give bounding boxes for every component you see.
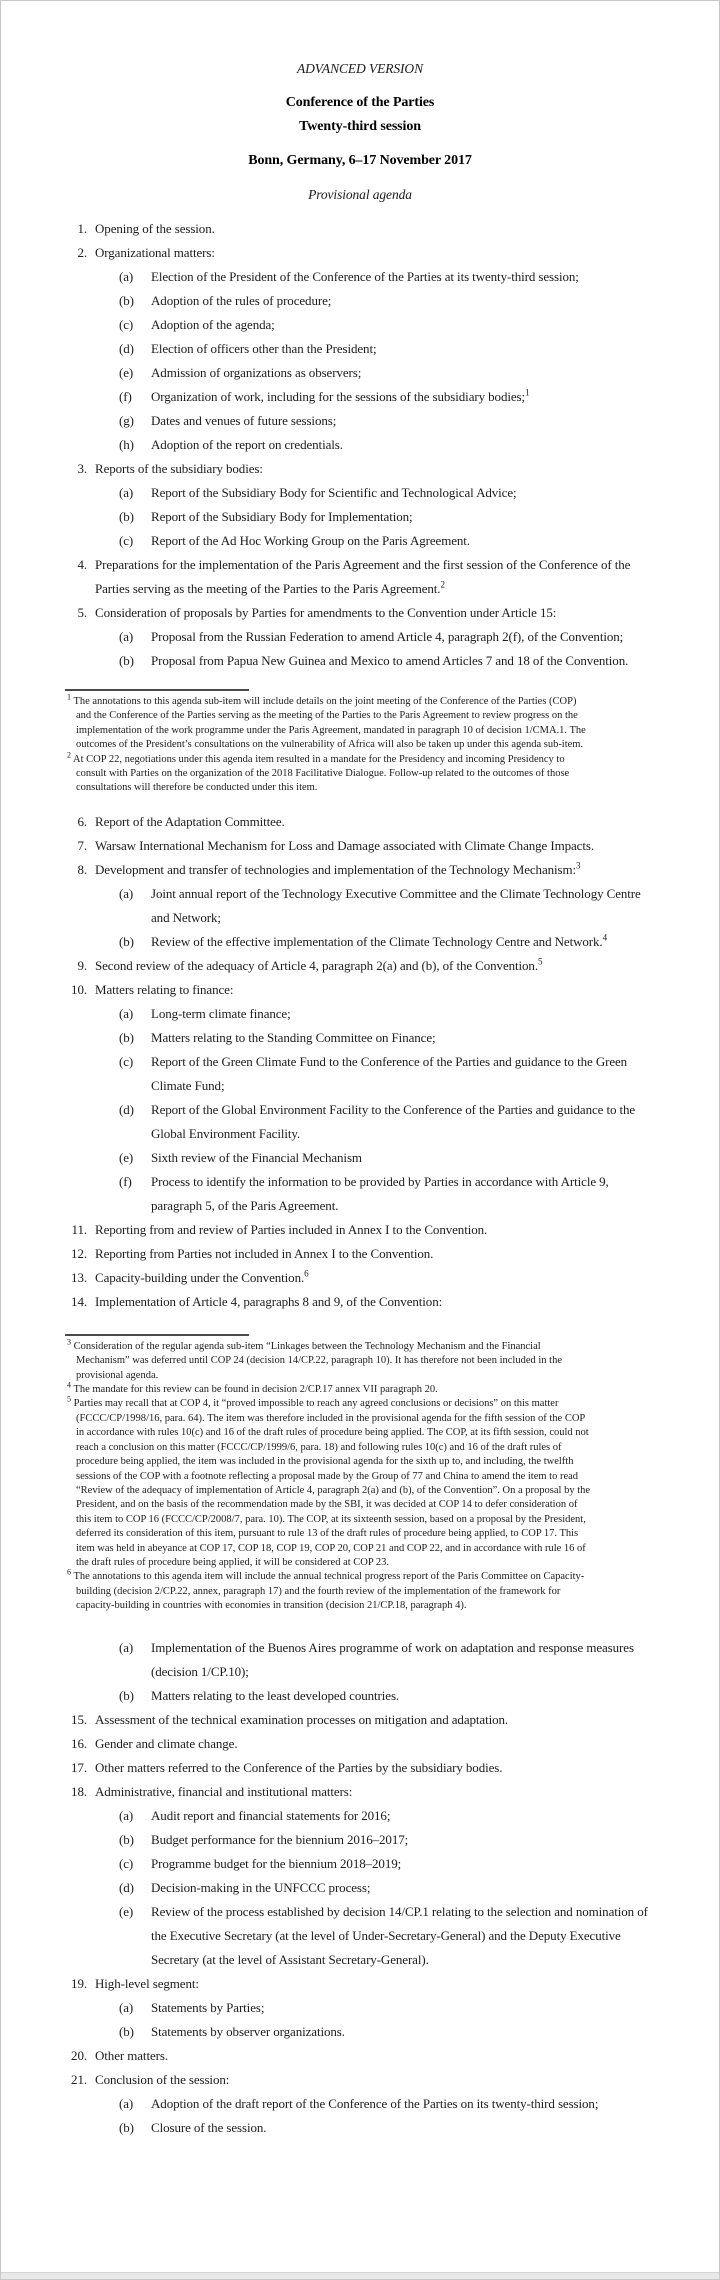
agenda-subitem-text: Proposal from Papua New Guinea and Mexico to amend Articles 7 and 18 of the Convention.	[151, 653, 629, 668]
agenda-subitem	[61, 289, 649, 313]
agenda-item	[61, 553, 649, 601]
agenda-subitem-body	[151, 1002, 649, 1026]
agenda-item-body	[95, 1972, 649, 1996]
agenda-subitem-text: Report of the Ad Hoc Working Group on the Paris Agreement.	[151, 533, 470, 548]
agenda-subitem	[61, 930, 649, 954]
agenda-subitem	[61, 361, 649, 385]
agenda-subitem	[61, 313, 649, 337]
agenda-subitem-body	[151, 481, 649, 505]
agenda-item-number: 17.	[71, 1759, 87, 1775]
agenda-subitem	[61, 2116, 649, 2140]
agenda-subitem-text: Implementation of the Buenos Aires programme of work on adaptation and response measures (decision 1/CP.10);	[151, 1639, 634, 1679]
agenda-subitem	[61, 433, 649, 457]
agenda-subitem-letter: (a)	[119, 885, 134, 901]
agenda-item-number: 8.	[77, 861, 87, 877]
footnote-ref: 6	[304, 1268, 309, 1279]
footnote-text: The annotations to this agenda item will include the annual technical progress report of the Paris Committee on Capacity-building (decision 2/CP.22, annex, paragraph 17) and the fourth review of the implementation of the framework for capacity-building in countries with economies in transition (decision 21/CP.18, paragraph 4).	[73, 1571, 585, 1612]
agenda-subitem-letter: (a)	[119, 1005, 134, 1021]
footnote-text: Consideration of the regular agenda sub-item “Linkages between the Technology Mechanism and the Financial Mechanism” was deferred until COP 24 (decision 14/CP.22, paragraph 10). It has therefore not been included in the provisional agenda.	[73, 1340, 562, 1381]
footnote-number: 3	[67, 1337, 71, 1347]
footnote-text: The annotations to this agenda sub-item will include details on the joint meeting of the Conference of the Parties (COP) and the Conference of the Parties serving as the meeting of the Parties to the Paris Agreement to review progress on the implementation of the work programme under the Paris Agreement, mandated in paragraph 10 of decision 1/CMA.1. The outcomes of the President’s consultations on the vulnerability of Africa will also be taken up under this agenda sub-item.	[73, 696, 586, 751]
agenda-subitem	[61, 1876, 649, 1900]
agenda-list-1	[1, 217, 719, 673]
agenda-item-text: Second review of the adequacy of Article 4, paragraph 2(a) and (b), of the Convention.	[95, 957, 538, 973]
agenda-subitem-text: Review of the effective implementation of the Climate Technology Centre and Network.	[151, 933, 603, 949]
agenda-subitem-letter: (c)	[119, 533, 134, 548]
agenda-subitem	[61, 649, 649, 673]
agenda-item-body	[95, 241, 649, 265]
footnote-number: 1	[67, 692, 71, 702]
agenda-subitem-letter: (b)	[119, 1831, 134, 1847]
agenda-item-number: 20.	[71, 2047, 87, 2063]
agenda-subitem-letter: (f)	[119, 1173, 132, 1189]
footnote-ref: 1	[525, 387, 530, 398]
agenda-subitem-body	[151, 505, 649, 529]
footnote-text: The mandate for this review can be found in decision 2/CP.17 annex VII paragraph 20.	[73, 1384, 438, 1396]
footnote	[67, 750, 593, 796]
agenda-item-number: 21.	[71, 2071, 87, 2087]
agenda-subitem-text: Matters relating to the least developed countries.	[151, 1687, 400, 1703]
agenda-subitem	[61, 409, 649, 433]
agenda-subitem-text: Matters relating to the Standing Committee on Finance;	[151, 1029, 436, 1045]
agenda-subitem-body	[151, 1170, 649, 1218]
agenda-subitem-text: Adoption of the agenda;	[151, 317, 275, 332]
agenda-item-body	[95, 810, 649, 834]
agenda-subitem	[61, 882, 649, 930]
agenda-subitem-text: Adoption of the rules of procedure;	[151, 293, 332, 308]
footnote-number: 2	[67, 750, 71, 760]
agenda-item-number: 12.	[71, 1245, 87, 1261]
agenda-subitem-body	[151, 930, 649, 954]
agenda-subitem-text: Closure of the session.	[151, 2119, 267, 2135]
agenda-item	[61, 601, 649, 625]
page-bottom-edge	[1, 2272, 719, 2279]
agenda-item-text: Reporting from Parties not included in Annex I to the Convention.	[95, 1245, 434, 1261]
agenda-item-body	[95, 457, 649, 481]
agenda-subitem-text: Organization of work, including for the sessions of the subsidiary bodies;	[151, 389, 525, 404]
agenda-item-number: 3.	[77, 461, 87, 476]
agenda-item	[61, 2068, 649, 2092]
agenda-subitem-letter: (c)	[119, 1053, 134, 1069]
agenda-subitem	[61, 1636, 649, 1684]
agenda-item-text: Consideration of proposals by Parties for amendments to the Convention under Article 15:	[95, 605, 557, 620]
agenda-subitem-body	[151, 1876, 649, 1900]
footnote-ref: 5	[538, 956, 543, 967]
agenda-list-3	[1, 1708, 719, 2140]
agenda-item-body	[95, 553, 649, 601]
footnote-block-1	[1, 692, 719, 796]
agenda-subitem	[61, 1170, 649, 1218]
footnote-number: 6	[67, 1567, 71, 1577]
agenda-subitem-body	[151, 265, 649, 289]
agenda-subitem-letter: (b)	[119, 2119, 134, 2135]
agenda-item-number: 9.	[77, 957, 87, 973]
agenda-item-text: High-level segment:	[95, 1975, 199, 1991]
agenda-subitem-body	[151, 313, 649, 337]
agenda-subitem-text: Report of the Subsidiary Body for Scientific and Technological Advice;	[151, 485, 517, 500]
agenda-subitem-text: Statements by Parties;	[151, 1999, 265, 2015]
agenda-item	[61, 954, 649, 978]
agenda-item	[61, 810, 649, 834]
agenda-subitem-body	[151, 2116, 649, 2140]
agenda-subitem	[61, 1852, 649, 1876]
footnote-text: At COP 22, negotiations under this agenda item resulted in a mandate for the Presidency and incoming Presidency to consult with Parties on the organization of the 2018 Facilitative Dialogue. Follow-up related to the outcomes of those consultations will therefore be conducted under this item.	[73, 753, 570, 794]
agenda-item-text: Administrative, financial and institutional matters:	[95, 1783, 353, 1799]
footnote	[67, 1567, 593, 1613]
agenda-subitem	[61, 337, 649, 361]
agenda-item	[61, 1708, 649, 1732]
agenda-subitem-letter: (d)	[119, 1101, 134, 1117]
agenda-item-text: Opening of the session.	[95, 221, 215, 236]
agenda-item-number: 13.	[71, 1269, 87, 1285]
agenda-subitem-body	[151, 1828, 649, 1852]
agenda-subitem	[61, 625, 649, 649]
agenda-subitem-letter: (d)	[119, 1879, 134, 1895]
agenda-subitem	[61, 2092, 649, 2116]
agenda-subitem-body	[151, 1852, 649, 1876]
agenda-item-number: 2.	[77, 245, 87, 260]
agenda-subitem-body	[151, 1996, 649, 2020]
agenda-subitem-text: Budget performance for the biennium 2016–2017;	[151, 1831, 409, 1847]
agenda-subitem-body	[151, 1900, 649, 1972]
agenda-subitem	[61, 1026, 649, 1050]
agenda-item-text: Other matters.	[95, 2047, 168, 2063]
agenda-subitem-text: Admission of organizations as observers;	[151, 365, 362, 380]
agenda-subitem	[61, 1804, 649, 1828]
agenda-item	[61, 1218, 649, 1242]
agenda-item-text: Reporting from and review of Parties included in Annex I to the Convention.	[95, 1221, 488, 1237]
agenda-subitem-body	[151, 385, 649, 409]
agenda-subitem-letter: (g)	[119, 413, 134, 428]
agenda-subitem-body	[151, 361, 649, 385]
agenda-item-body	[95, 1290, 649, 1314]
footnote-number: 5	[67, 1394, 71, 1404]
footnote-ref: 2	[440, 579, 445, 590]
agenda-subitem-text: Dates and venues of future sessions;	[151, 413, 337, 428]
agenda-item-body	[95, 2044, 649, 2068]
agenda-item-body	[95, 1732, 649, 1756]
agenda-item-number: 5.	[77, 605, 87, 620]
agenda-item-body	[95, 217, 649, 241]
agenda-item-text: Implementation of Article 4, paragraphs 8 and 9, of the Convention:	[95, 1293, 443, 1309]
agenda-subitem-body	[151, 1098, 649, 1146]
agenda-subitem-letter: (b)	[119, 933, 134, 949]
agenda-item	[61, 858, 649, 882]
agenda-subitem-letter: (b)	[119, 1687, 134, 1703]
agenda-subitem-text: Review of the process established by decision 14/CP.1 relating to the selection and nomination of the Executive Secretary (at the level of Under-Secretary-General) and the Deputy Executive Secretary (at the level of Assistant Secretary-General).	[151, 1903, 648, 1967]
agenda-item-number: 19.	[71, 1975, 87, 1991]
agenda-item-number: 10.	[71, 981, 87, 997]
footnote-number: 4	[67, 1380, 71, 1390]
agenda-subitem	[61, 1050, 649, 1098]
agenda-subitem	[61, 265, 649, 289]
agenda-subitem-text: Joint annual report of the Technology Executive Committee and the Climate Technology Centre and Network;	[151, 885, 641, 925]
agenda-subitem-text: Report of the Global Environment Facility to the Conference of the Parties and guidance to the Global Environment Facility.	[151, 1101, 636, 1141]
footnote-divider	[65, 689, 249, 691]
agenda-subitem	[61, 1900, 649, 1972]
footnote-divider	[65, 1334, 249, 1336]
agenda-item-text: Organizational matters:	[95, 245, 215, 260]
agenda-item	[61, 217, 649, 241]
venue-date: Bonn, Germany, 6–17 November 2017	[248, 153, 472, 168]
agenda-subitem-letter: (a)	[119, 1999, 134, 2015]
agenda-subitem-body	[151, 1026, 649, 1050]
agenda-subitem-body	[151, 2092, 649, 2116]
agenda-subitem-letter: (d)	[119, 341, 134, 356]
agenda-item-text: Assessment of the technical examination processes on mitigation and adaptation.	[95, 1711, 509, 1727]
agenda-subitem-letter: (f)	[119, 389, 132, 404]
agenda-subitem-body	[151, 433, 649, 457]
footnote-ref: 4	[602, 932, 607, 943]
agenda-item	[61, 2044, 649, 2068]
agenda-item-body	[95, 1242, 649, 1266]
agenda-item-number: 7.	[77, 837, 87, 853]
agenda-item-body	[95, 1780, 649, 1804]
agenda-subitem	[61, 505, 649, 529]
agenda-item-text: Gender and climate change.	[95, 1735, 238, 1751]
agenda-item-number: 15.	[71, 1711, 87, 1727]
agenda-subitem-text: Election of the President of the Conference of the Parties at its twenty-third session;	[151, 269, 579, 284]
agenda-item-body	[95, 1218, 649, 1242]
agenda-subitem-letter: (c)	[119, 317, 134, 332]
agenda-subitem-letter: (a)	[119, 485, 134, 500]
advanced-version-label: ADVANCED VERSION	[296, 61, 423, 76]
agenda-item-number: 6.	[77, 813, 87, 829]
agenda-subitem-letter: (a)	[119, 1639, 134, 1655]
agenda-subitem-body	[151, 529, 649, 553]
agenda-item-body	[95, 858, 649, 882]
agenda-subitem-text: Report of the Subsidiary Body for Implementation;	[151, 509, 413, 524]
agenda-subitem-body	[151, 649, 649, 673]
agenda-item-body	[95, 1756, 649, 1780]
agenda-item	[61, 834, 649, 858]
agenda-item-number: 11.	[71, 1221, 87, 1237]
agenda-item-number: 4.	[77, 557, 87, 572]
agenda-item	[61, 1266, 649, 1290]
agenda-item-text: Report of the Adaptation Committee.	[95, 813, 285, 829]
agenda-subitem-body	[151, 337, 649, 361]
agenda-list-2	[1, 810, 719, 1314]
agenda-item	[61, 457, 649, 481]
agenda-subitem-body	[151, 1804, 649, 1828]
agenda-subitem	[61, 1098, 649, 1146]
footnote	[67, 1337, 593, 1383]
agenda-subitem	[61, 481, 649, 505]
agenda-item-text: Preparations for the implementation of the Paris Agreement and the first session of the Conference of the Parties serving as the meeting of the Parties to the Paris Agreement.	[95, 557, 631, 596]
footnote	[67, 1380, 593, 1397]
agenda-subitem-body	[151, 1146, 649, 1170]
agenda-item-number: 14.	[71, 1293, 87, 1309]
agenda-subitem	[61, 1684, 649, 1708]
agenda-subitem-text: Proposal from the Russian Federation to amend Article 4, paragraph 2(f), of the Convention;	[151, 629, 624, 644]
agenda-subitem-text: Adoption of the report on credentials.	[151, 437, 343, 452]
agenda-subitem-text: Adoption of the draft report of the Conference of the Parties on its twenty-third session;	[151, 2095, 599, 2111]
agenda-subitem-letter: (a)	[119, 269, 134, 284]
agenda-subitem-body	[151, 2020, 649, 2044]
agenda-subitem-letter: (a)	[119, 629, 134, 644]
agenda-item-number: 16.	[71, 1735, 87, 1751]
agenda-item-body	[95, 1708, 649, 1732]
footnote-ref: 3	[576, 860, 581, 871]
agenda-subitem-letter: (h)	[119, 437, 134, 452]
agenda-subitem	[61, 1828, 649, 1852]
agenda-item	[61, 1290, 649, 1314]
agenda-item	[61, 1972, 649, 1996]
agenda-item-body	[95, 601, 649, 625]
agenda-item-body	[95, 834, 649, 858]
agenda-subitem-text: Long-term climate finance;	[151, 1005, 291, 1021]
agenda-item-body	[95, 978, 649, 1002]
agenda-subitem-text: Report of the Green Climate Fund to the Conference of the Parties and guidance to the Green Climate Fund;	[151, 1053, 628, 1093]
agenda-subitem-letter: (a)	[119, 1807, 134, 1823]
agenda-subitem	[61, 1002, 649, 1026]
agenda-item	[61, 978, 649, 1002]
footnote	[67, 692, 593, 753]
agenda-subitem-text: Programme budget for the biennium 2018–2019;	[151, 1855, 402, 1871]
agenda-item-text: Matters relating to finance:	[95, 981, 234, 997]
session-title: Twenty-third session	[299, 119, 421, 134]
agenda-subitem-body	[151, 409, 649, 433]
agenda-subitem-letter: (b)	[119, 509, 134, 524]
agenda-subitem	[61, 2020, 649, 2044]
agenda-item-number: 18.	[71, 1783, 87, 1799]
agenda-subitem-body	[151, 289, 649, 313]
agenda-item-body	[95, 1266, 649, 1290]
agenda-item-text: Other matters referred to the Conference of the Parties by the subsidiary bodies.	[95, 1759, 503, 1775]
agenda-item	[61, 241, 649, 265]
agenda-item-text: Warsaw International Mechanism for Loss and Damage associated with Climate Change Impacts.	[95, 837, 594, 853]
body-title: Conference of the Parties	[285, 95, 435, 110]
agenda-subitem-letter: (b)	[119, 1029, 134, 1045]
agenda-item14-subitems	[1, 1636, 719, 1708]
agenda-item-text: Development and transfer of technologies and implementation of the Technology Mechanism:	[95, 861, 577, 877]
agenda-item-body	[95, 2068, 649, 2092]
agenda-subitem-body	[151, 1636, 649, 1684]
agenda-subitem-letter: (a)	[119, 2095, 134, 2111]
agenda-item-text: Reports of the subsidiary bodies:	[95, 461, 263, 476]
document-title: Provisional agenda	[308, 187, 412, 202]
agenda-item-text: Conclusion of the session:	[95, 2071, 230, 2087]
agenda-item	[61, 1780, 649, 1804]
agenda-subitem	[61, 1146, 649, 1170]
agenda-subitem-body	[151, 882, 649, 930]
agenda-subitem-letter: (e)	[119, 365, 134, 380]
agenda-subitem	[61, 1996, 649, 2020]
agenda-subitem-text: Audit report and financial statements for 2016;	[151, 1807, 391, 1823]
footnote-block-2	[1, 1337, 719, 1614]
agenda-subitem-letter: (b)	[119, 653, 134, 668]
agenda-subitem-letter: (e)	[119, 1903, 134, 1919]
agenda-item	[61, 1732, 649, 1756]
footnote-text: Parties may recall that at COP 4, it “proved impossible to reach any agreed conclusions or decisions” on this matter (FCCC/CP/1998/16, para. 64). The item was therefore included in the provisional agenda for the fifth session of the COP in accordance with rules 10(c) and 16 of the draft rules of procedure being applied. The COP, at its fifth session, could not reach a conclusion on this matter (FCCC/CP/1999/6, para. 18) and following rules 10(c) and 16 of the draft rules of procedure being applied, the item was included in the provisional agenda for the sixth up to, and including, the twelfth sessions of the COP with a footnote reflecting a proposal made by the Group of 77 and China to amend the item to read “Review of the adequacy of implementation of Article 4, paragraph 2(a) and (b), of the Convention”. On a proposal by the President, and on the basis of the recommendation made by the SBI, it was decided at COP 14 to defer consideration of this item to COP 16 (FCCC/CP/2008/7, para. 10). The COP, at its sixteenth session, based on a proposal by the President, deferred its consideration of this item, pursuant to rule 13 of the draft rules of procedure being applied, to COP 17. This item was held in abeyance at COP 17, COP 18, COP 19, COP 20, COP 21 and COP 22, and in accordance with rule 16 of the draft rules of procedure being applied, it will be considered at COP 23.	[73, 1398, 591, 1568]
agenda-subitem-body	[151, 1050, 649, 1098]
agenda-item	[61, 1756, 649, 1780]
agenda-subitem-text: Statements by observer organizations.	[151, 2023, 345, 2039]
agenda-subitem-letter: (b)	[119, 293, 134, 308]
agenda-subitem	[61, 529, 649, 553]
document-header	[1, 1, 719, 207]
agenda-subitem-text: Decision-making in the UNFCCC process;	[151, 1879, 371, 1895]
agenda-subitem-body	[151, 625, 649, 649]
agenda-subitem-text: Sixth review of the Financial Mechanism	[151, 1149, 362, 1165]
agenda-subitem-body	[151, 1684, 649, 1708]
agenda-subitem	[61, 385, 649, 409]
footnote	[67, 1394, 593, 1570]
agenda-subitem-text: Process to identify the information to be provided by Parties in accordance with Article 9, paragraph 5, of the Paris Agreement.	[151, 1173, 609, 1213]
agenda-item-text: Capacity-building under the Convention.	[95, 1269, 305, 1285]
agenda-subitem-text: Election of officers other than the President;	[151, 341, 377, 356]
agenda-subitem-letter: (e)	[119, 1149, 134, 1165]
agenda-subitem-letter: (b)	[119, 2023, 134, 2039]
agenda-item	[61, 1242, 649, 1266]
agenda-item-body	[95, 954, 649, 978]
agenda-subitem-letter: (c)	[119, 1855, 134, 1871]
agenda-item-number: 1.	[77, 221, 87, 236]
